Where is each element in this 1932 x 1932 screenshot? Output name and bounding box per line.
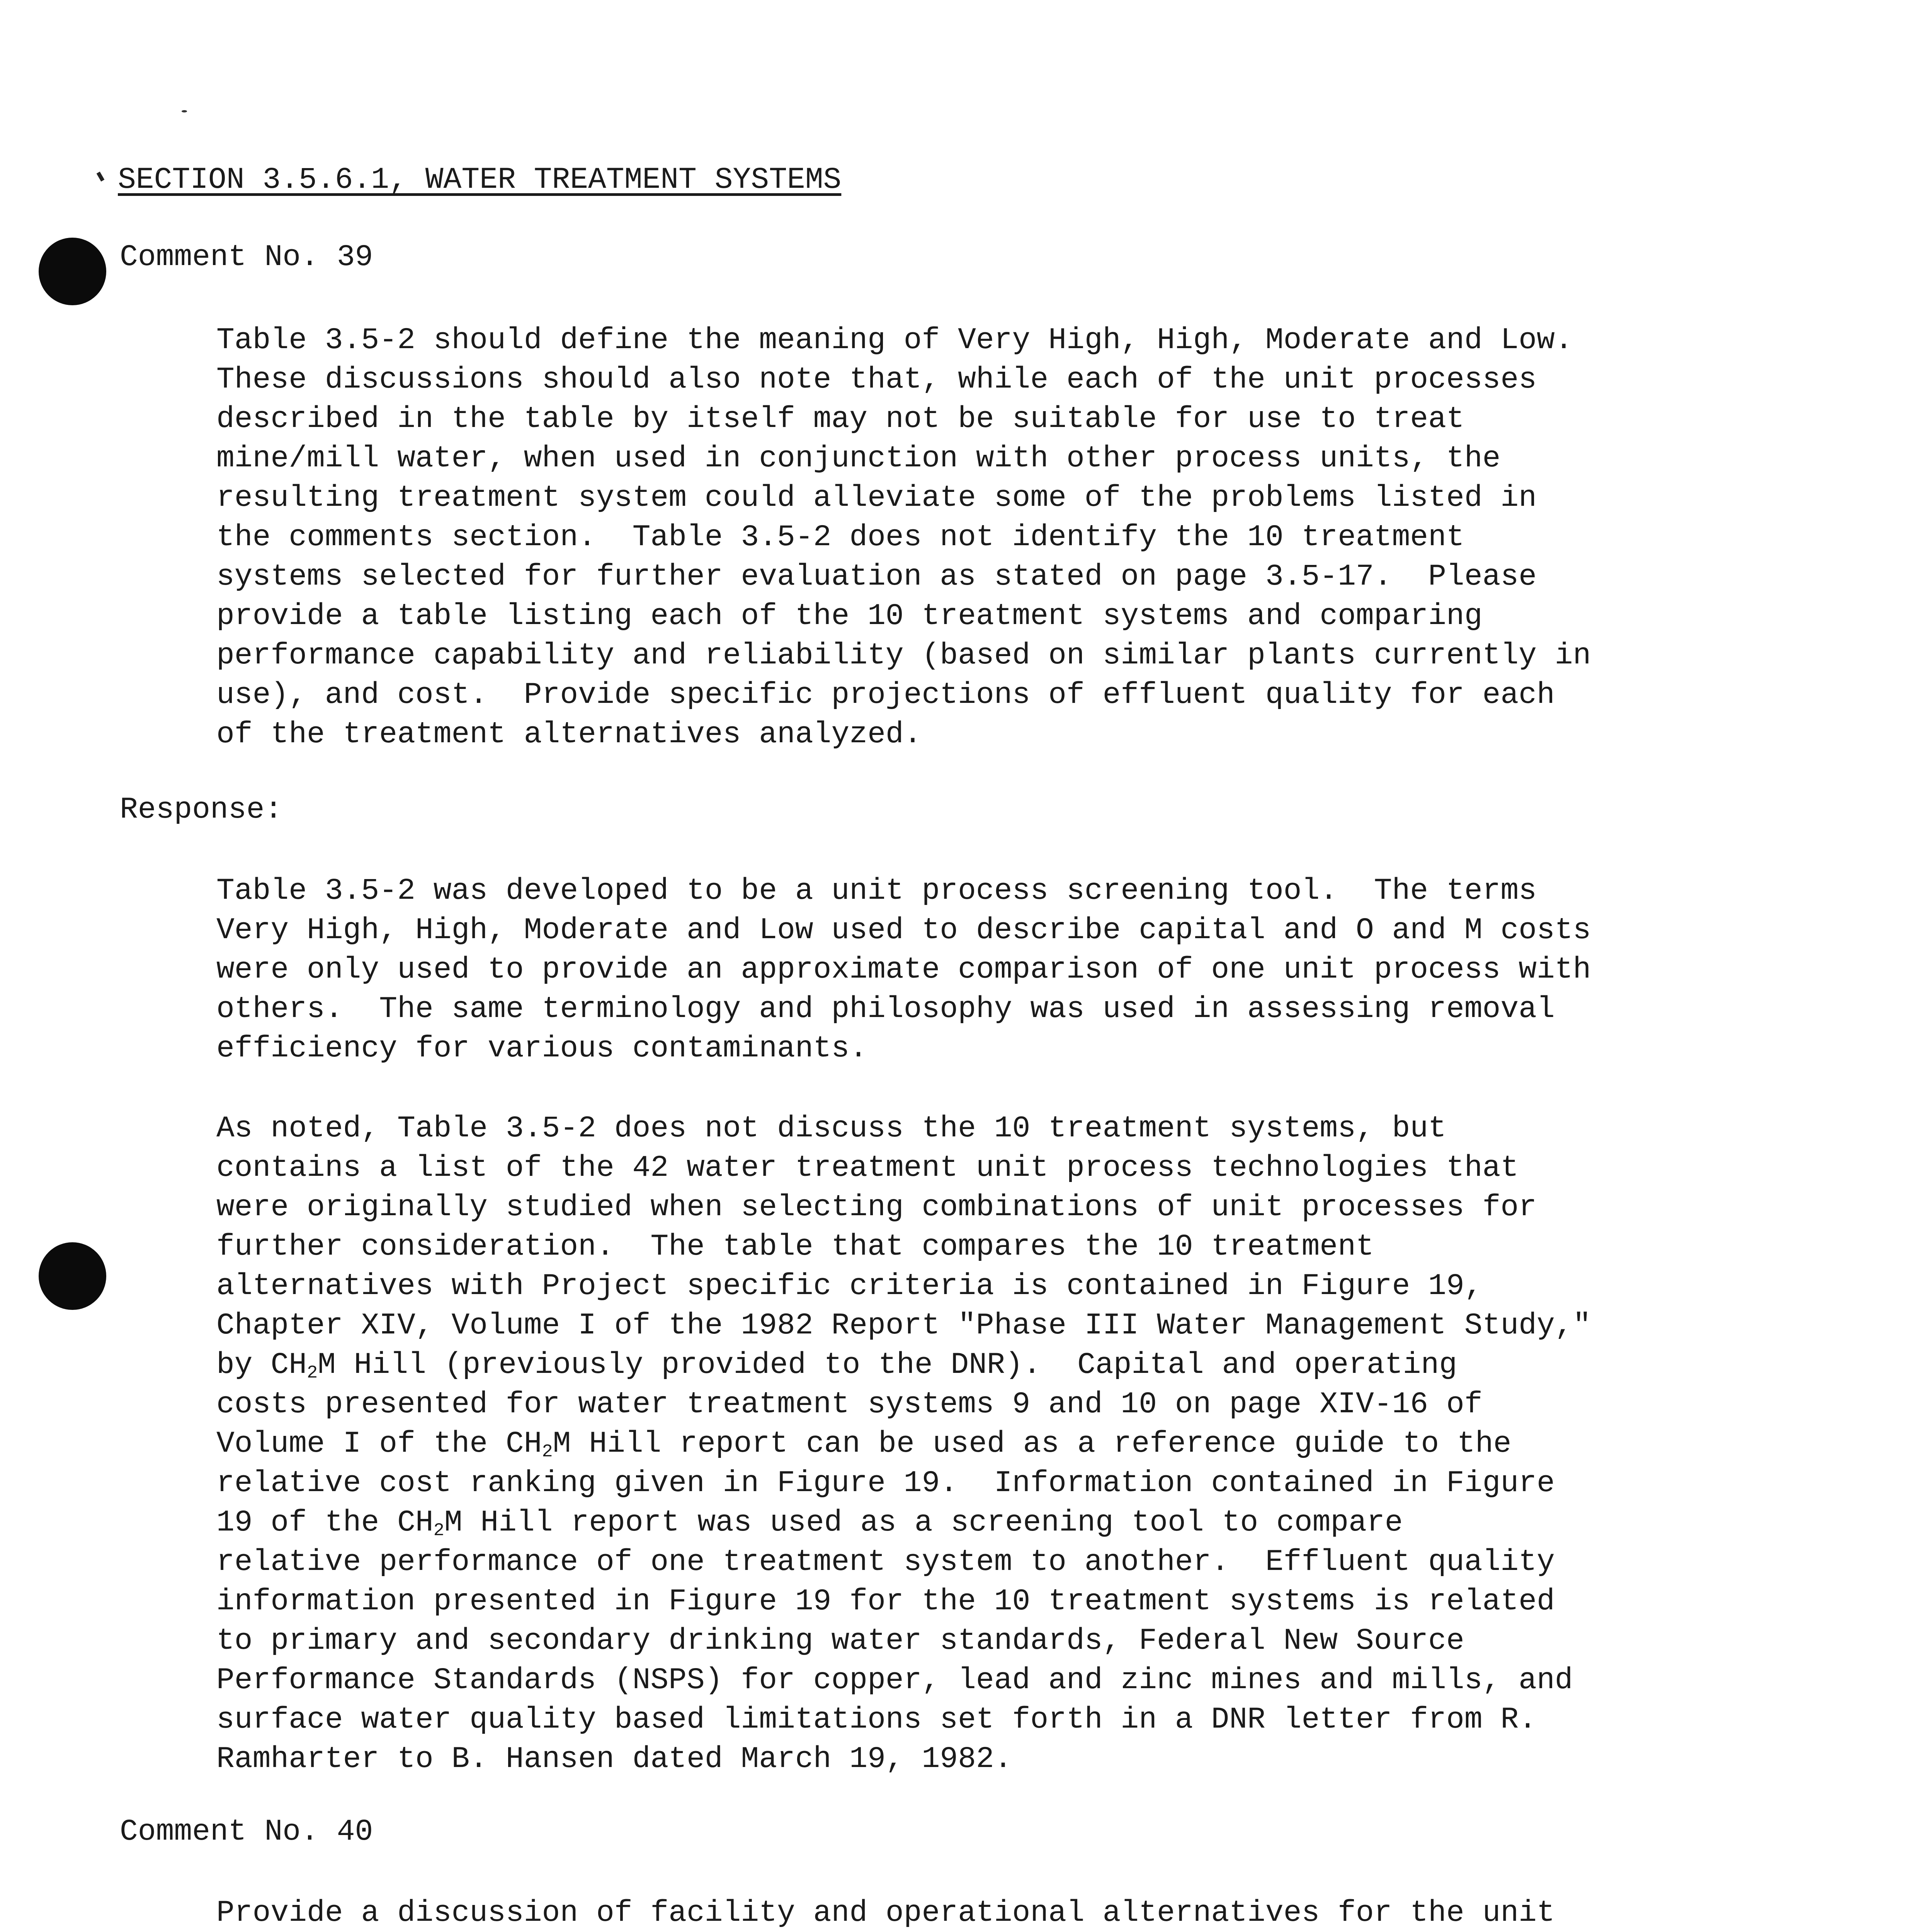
- text-line: Ramharter to B. Hansen dated March 19, 1982.: [216, 1742, 1012, 1776]
- text-line: alternatives with Project specific criteria is contained in Figure 19,: [216, 1269, 1483, 1303]
- text-line: relative cost ranking given in Figure 19. Information contained in Figure: [216, 1466, 1555, 1500]
- text-line: information presented in Figure 19 for the 10 treatment systems is related: [216, 1585, 1555, 1619]
- text-line: were originally studied when selecting combinations of unit processes for: [216, 1190, 1537, 1225]
- text-line: described in the table by itself may not be suitable for use to treat: [216, 402, 1464, 436]
- text-line: Performance Standards (NSPS) for copper, lead and zinc mines and mills, and: [216, 1663, 1573, 1697]
- text-line: As noted, Table 3.5-2 does not discuss the 10 treatment systems, but: [216, 1112, 1446, 1146]
- text-line: the comments section. Table 3.5-2 does not identify the 10 treatment: [216, 520, 1464, 554]
- text-line: contains a list of the 42 water treatment unit process technologies that: [216, 1151, 1519, 1185]
- margin-mark: [97, 172, 105, 182]
- text-line: provide a table listing each of the 10 treatment systems and comparing: [216, 599, 1483, 633]
- comment-40-text: [216, 1893, 1917, 1932]
- text-line: costs presented for water treatment systems 9 and 10 on page XIV-16 of: [216, 1388, 1483, 1422]
- section-title: SECTION 3.5.6.1, WATER TREATMENT SYSTEMS: [118, 163, 842, 197]
- comment-39-heading: Comment No. 39: [120, 240, 373, 274]
- text-line: These discussions should also note that, while each of the unit processes: [216, 363, 1537, 397]
- text-line: performance capability and reliability (based on similar plants currently in: [216, 639, 1591, 673]
- response-39-heading: Response:: [120, 793, 283, 827]
- text-line: Very High, High, Moderate and Low used to describe capital and O and M costs: [216, 913, 1591, 947]
- scan-speck: [182, 110, 187, 112]
- binder-hole-top: [39, 238, 106, 305]
- text-line: Table 3.5-2 should define the meaning of Very High, High, Moderate and Low.: [216, 323, 1573, 357]
- text-line: Provide a discussion of facility and operational alternatives for the unit: [216, 1896, 1555, 1930]
- text-line: Table 3.5-2 was developed to be a unit process screening tool. The terms: [216, 874, 1537, 908]
- binder-hole-middle: [39, 1242, 106, 1310]
- text-line: surface water quality based limitations set forth in a DNR letter from R.: [216, 1703, 1537, 1737]
- comment-40-heading: Comment No. 40: [120, 1815, 373, 1849]
- text-line: relative performance of one treatment system to another. Effluent quality: [216, 1545, 1555, 1579]
- text-line: further consideration. The table that compares the 10 treatment: [216, 1230, 1374, 1264]
- text-line: others. The same terminology and philosophy was used in assessing removal: [216, 992, 1555, 1026]
- comment-39-text: [216, 321, 1917, 754]
- text-line: by $CH_2M$ Hill (previously provided to the DNR). Capital and operating: [216, 1348, 1458, 1383]
- response-39-paragraph-2: [216, 1109, 1917, 1779]
- text-line: Volume I of the $CH_2M$ Hill report can be used as a reference guide to the: [216, 1427, 1512, 1462]
- text-line: resulting treatment system could alleviate some of the problems listed in: [216, 481, 1537, 515]
- text-line: Chapter XIV, Volume I of the 1982 Report "Phase III Water Management Study,": [216, 1309, 1591, 1343]
- text-line: use), and cost. Provide specific projections of effluent quality for each: [216, 678, 1555, 712]
- text-line: were only used to provide an approximate comparison of one unit process with: [216, 953, 1591, 987]
- text-line: efficiency for various contaminants.: [216, 1032, 868, 1066]
- text-line: 19 of the $CH_2M$ Hill report was used as a screening tool to compare: [216, 1506, 1403, 1541]
- text-line: of the treatment alternatives analyzed.: [216, 718, 922, 752]
- text-line: mine/mill water, when used in conjunction with other process units, the: [216, 442, 1501, 476]
- text-line: systems selected for further evaluation as stated on page 3.5-17. Please: [216, 560, 1537, 594]
- response-39-paragraph-1: [216, 871, 1917, 1068]
- text-line: to primary and secondary drinking water standards, Federal New Source: [216, 1624, 1464, 1658]
